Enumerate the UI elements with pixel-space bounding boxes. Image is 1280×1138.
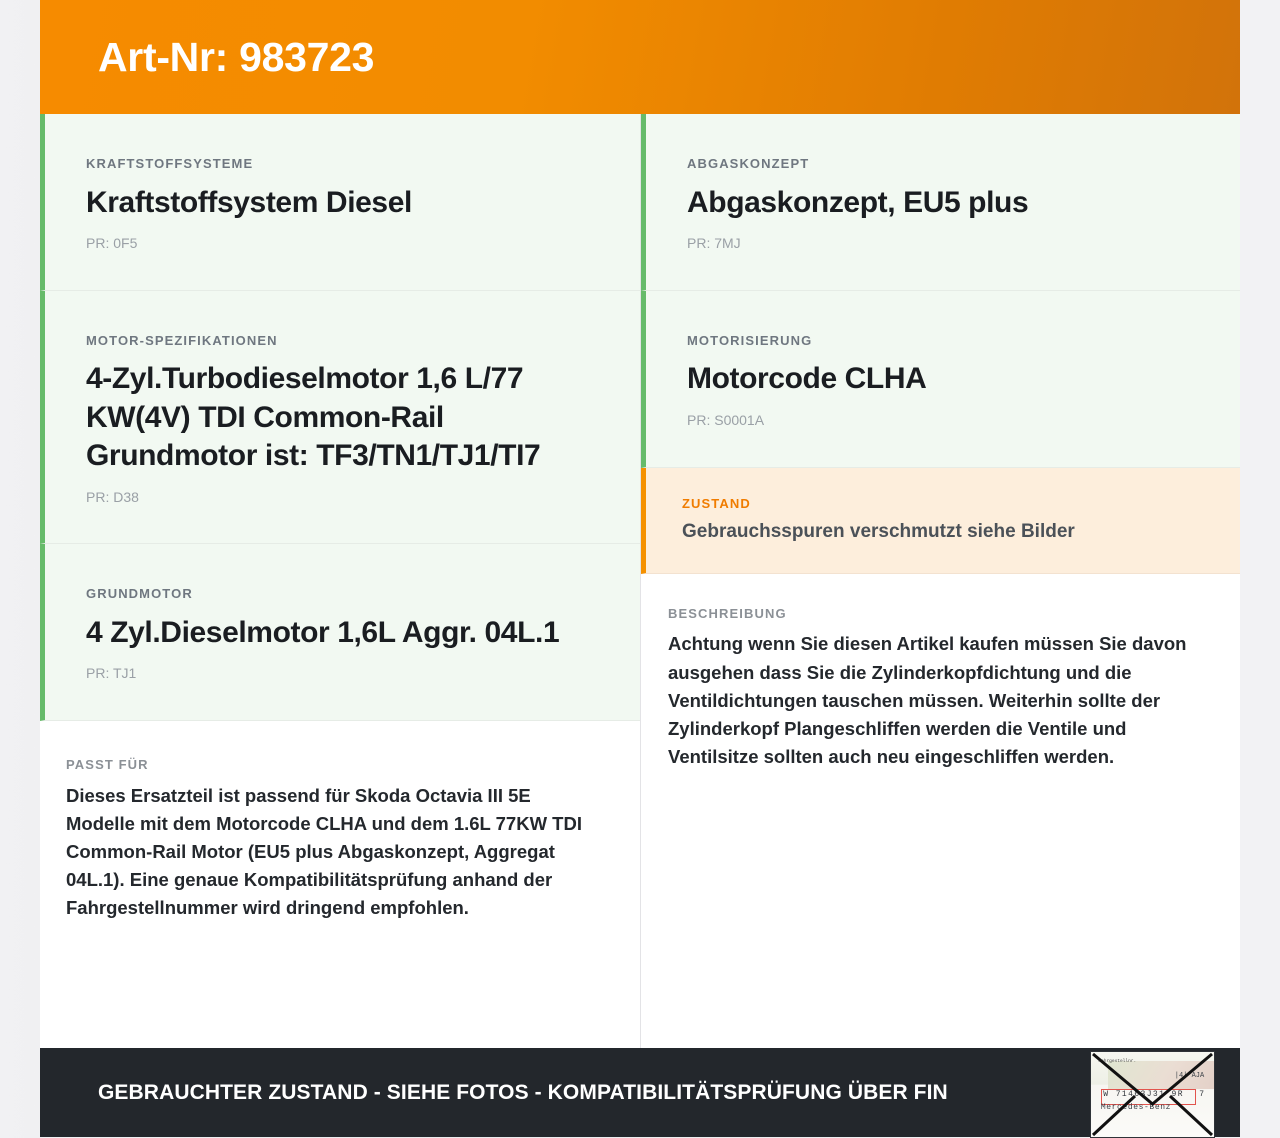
spec-value: Motorcode CLHA [687,362,927,396]
spec-pr-code: PR: TJ1 [86,665,137,682]
header-bar [40,0,1240,114]
spec-card-motor-spezifikationen [40,291,640,545]
spec-card-kraftstoffsysteme [40,114,640,291]
document-brand: Mercedes-Benz [1100,1103,1172,1112]
vin-document-thumbnail [1090,1051,1215,1138]
spec-value: Kraftstoffsystem Diesel [86,185,412,219]
spec-label: KRAFTSTOFFSYSTEME [86,156,254,171]
spec-pr-code: PR: S0001A [687,411,765,428]
fitment-section [40,721,640,950]
envelope-overlay-icon [1091,1052,1214,1137]
description-text: Achtung wenn Sie diesen Artikel kaufen müssen Sie davon ausgehen dass Sie die Zylinderkopfdichtung und die Ventildichtungen tauschen müssen. Weiterhin sollte der Zylinderkopf Plangeschliffen werden die Ventile und Ventilsitze sollten auch neu eingeschliffen werden. [668,633,1187,767]
condition-card [641,468,1240,574]
fitment-label: PASST FÜR [66,757,149,773]
left-column-filler [40,950,640,1048]
description-label: BESCHREIBUNG [668,605,787,621]
spec-value: Abgaskonzept, EU5 plus [687,185,1029,219]
spec-label: GRUNDMOTOR [86,586,193,602]
right-column-filler [641,799,1240,1048]
vin-number: W 71463J31 9R [1103,1090,1184,1100]
description-section [641,574,1240,799]
page-title: Art-Nr: 983723 [98,33,375,80]
spec-card-grundmotor [40,544,640,721]
spec-label: MOTOR-SPEZIFIKATIONEN [86,332,278,348]
condition-value: Gebrauchsspuren verschmutzt siehe Bilder [682,521,1075,543]
vin-suffix: 7 [1199,1090,1205,1100]
spec-label: MOTORISIERUNG [687,332,813,348]
spec-card-abgaskonzept [641,114,1240,291]
spec-label: ABGASKONZEPT [687,156,810,171]
fitment-text: Dieses Ersatzteil ist passend für Skoda Octavia III 5E Modelle mit dem Motorcode CLHA und dem 1.6L 77KW TDI Common-Rail Motor (EU5 plus Abgaskonzept, Aggregat 04L.1). Eine genaue Kompatibilitätsprüfung anhand der Fahrgestellnummer wird dringend empfohlen. [66,784,582,919]
footer-notice: GEBRAUCHTER ZUSTAND - SIEHE FOTOS - KOMPATIBILITÄTSPRÜFUNG ÜBER FIN [98,1080,948,1104]
spec-pr-code: PR: 0F5 [86,234,138,251]
condition-label: ZUSTAND [682,495,751,511]
spec-value: 4-Zyl.Turbodieselmotor 1,6 L/77 KW(4V) TDI Common-Rail Grundmotor ist: TF3/TN1/TJ1/TI7 [86,362,541,473]
document-caption: Fahrgestellnr. [1098,1058,1137,1064]
product-detail-card [40,0,1240,1137]
footer-bar [40,1048,1240,1137]
left-column [40,114,641,1048]
spec-pr-code: PR: D38 [86,488,139,505]
document-code: |4| AJA [1174,1072,1205,1081]
spec-card-motorisierung [641,291,1240,468]
content-area [40,114,1240,1048]
spec-value: 4 Zyl.Dieselmotor 1,6L Aggr. 04L.1 [86,615,560,649]
right-column [641,114,1240,1048]
spec-pr-code: PR: 7MJ [687,234,741,251]
